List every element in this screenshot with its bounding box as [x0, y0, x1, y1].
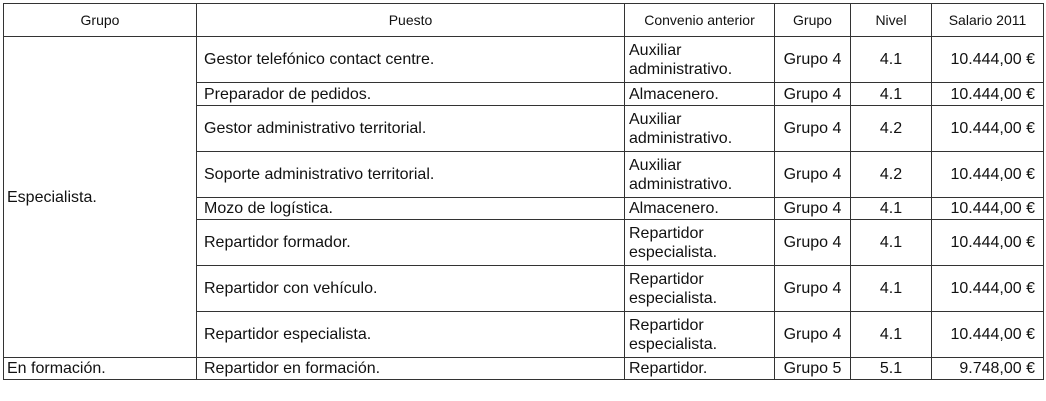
table-row: [4, 358, 1044, 380]
grupo-cell: Grupo 4: [775, 266, 851, 312]
salario-cell: 10.444,00 €: [932, 198, 1044, 220]
salario-cell: 10.444,00 €: [932, 266, 1044, 312]
nivel-cell: 4.2: [851, 152, 932, 198]
grupo-cell: Grupo 4: [775, 220, 851, 266]
convenio-line: Repartidor: [629, 270, 704, 288]
convenio-line: especialista.: [629, 243, 718, 261]
nivel-cell: 4.1: [851, 37, 932, 83]
grupo-cell: Grupo 4: [775, 106, 851, 152]
convenio-line: especialista.: [629, 335, 718, 353]
salario-cell: 10.444,00 €: [932, 83, 1044, 106]
salario-cell: 10.444,00 €: [932, 220, 1044, 266]
salario-cell: 10.444,00 €: [932, 37, 1044, 83]
convenio-line: Almacenero.: [629, 200, 719, 217]
convenio-line: Repartidor: [629, 224, 704, 242]
convenio-line: Repartidor.: [629, 360, 708, 377]
puesto-cell: Gestor telefónico contact centre.: [197, 37, 625, 83]
convenio-line: Almacenero.: [629, 85, 719, 103]
convenio-cell: [625, 152, 775, 198]
header-convenio-anterior: Convenio anterior: [625, 4, 775, 37]
puesto-cell: Repartidor formador.: [197, 220, 625, 266]
convenio-line: Auxiliar: [629, 110, 682, 128]
header-grupo: Grupo: [4, 4, 197, 37]
convenio-line: administrativo.: [629, 175, 733, 193]
puesto-cell: Preparador de pedidos.: [197, 83, 625, 106]
convenio-line: especialista.: [629, 289, 718, 307]
convenio-cell: [625, 220, 775, 266]
header-salario: Salario 2011: [932, 4, 1044, 37]
group-cell: Especialista.: [4, 37, 197, 358]
group-cell: En formación.: [4, 358, 197, 380]
grupo-cell: Grupo 4: [775, 312, 851, 358]
puesto-cell: Mozo de logística.: [197, 198, 625, 220]
header-grupo-nuevo: Grupo: [775, 4, 851, 37]
nivel-cell: 4.1: [851, 83, 932, 106]
puesto-cell: Repartidor con vehículo.: [197, 266, 625, 312]
table-row: [4, 37, 1044, 83]
salario-cell: 10.444,00 €: [932, 152, 1044, 198]
convenio-cell: [625, 198, 775, 220]
convenio-line: administrativo.: [629, 129, 733, 147]
puesto-cell: Repartidor en formación.: [197, 358, 625, 380]
convenio-line: administrativo.: [629, 60, 733, 78]
convenio-cell: [625, 266, 775, 312]
convenio-cell: [625, 106, 775, 152]
convenio-cell: [625, 312, 775, 358]
convenio-cell: [625, 37, 775, 83]
grupo-cell: Grupo 4: [775, 37, 851, 83]
salario-cell: 10.444,00 €: [932, 106, 1044, 152]
grupo-cell: Grupo 5: [775, 358, 851, 380]
convenio-line: Auxiliar: [629, 156, 682, 174]
nivel-cell: 4.1: [851, 312, 932, 358]
salario-cell: 9.748,00 €: [932, 358, 1044, 380]
convenio-cell: [625, 83, 775, 106]
grupo-cell: Grupo 4: [775, 152, 851, 198]
grupo-cell: Grupo 4: [775, 198, 851, 220]
header-puesto: Puesto: [197, 4, 625, 37]
nivel-cell: 4.1: [851, 198, 932, 220]
nivel-cell: 4.1: [851, 220, 932, 266]
puesto-cell: Soporte administrativo territorial.: [197, 152, 625, 198]
nivel-cell: 5.1: [851, 358, 932, 380]
nivel-cell: 4.1: [851, 266, 932, 312]
header-nivel: Nivel: [851, 4, 932, 37]
convenio-cell: [625, 358, 775, 380]
puesto-cell: Repartidor especialista.: [197, 312, 625, 358]
grupo-cell: Grupo 4: [775, 83, 851, 106]
nivel-cell: 4.2: [851, 106, 932, 152]
salary-table: [3, 3, 1044, 380]
table-header-row: [4, 4, 1044, 37]
puesto-cell: Gestor administrativo territorial.: [197, 106, 625, 152]
convenio-line: Auxiliar: [629, 41, 682, 59]
convenio-line: Repartidor: [629, 316, 704, 334]
salario-cell: 10.444,00 €: [932, 312, 1044, 358]
